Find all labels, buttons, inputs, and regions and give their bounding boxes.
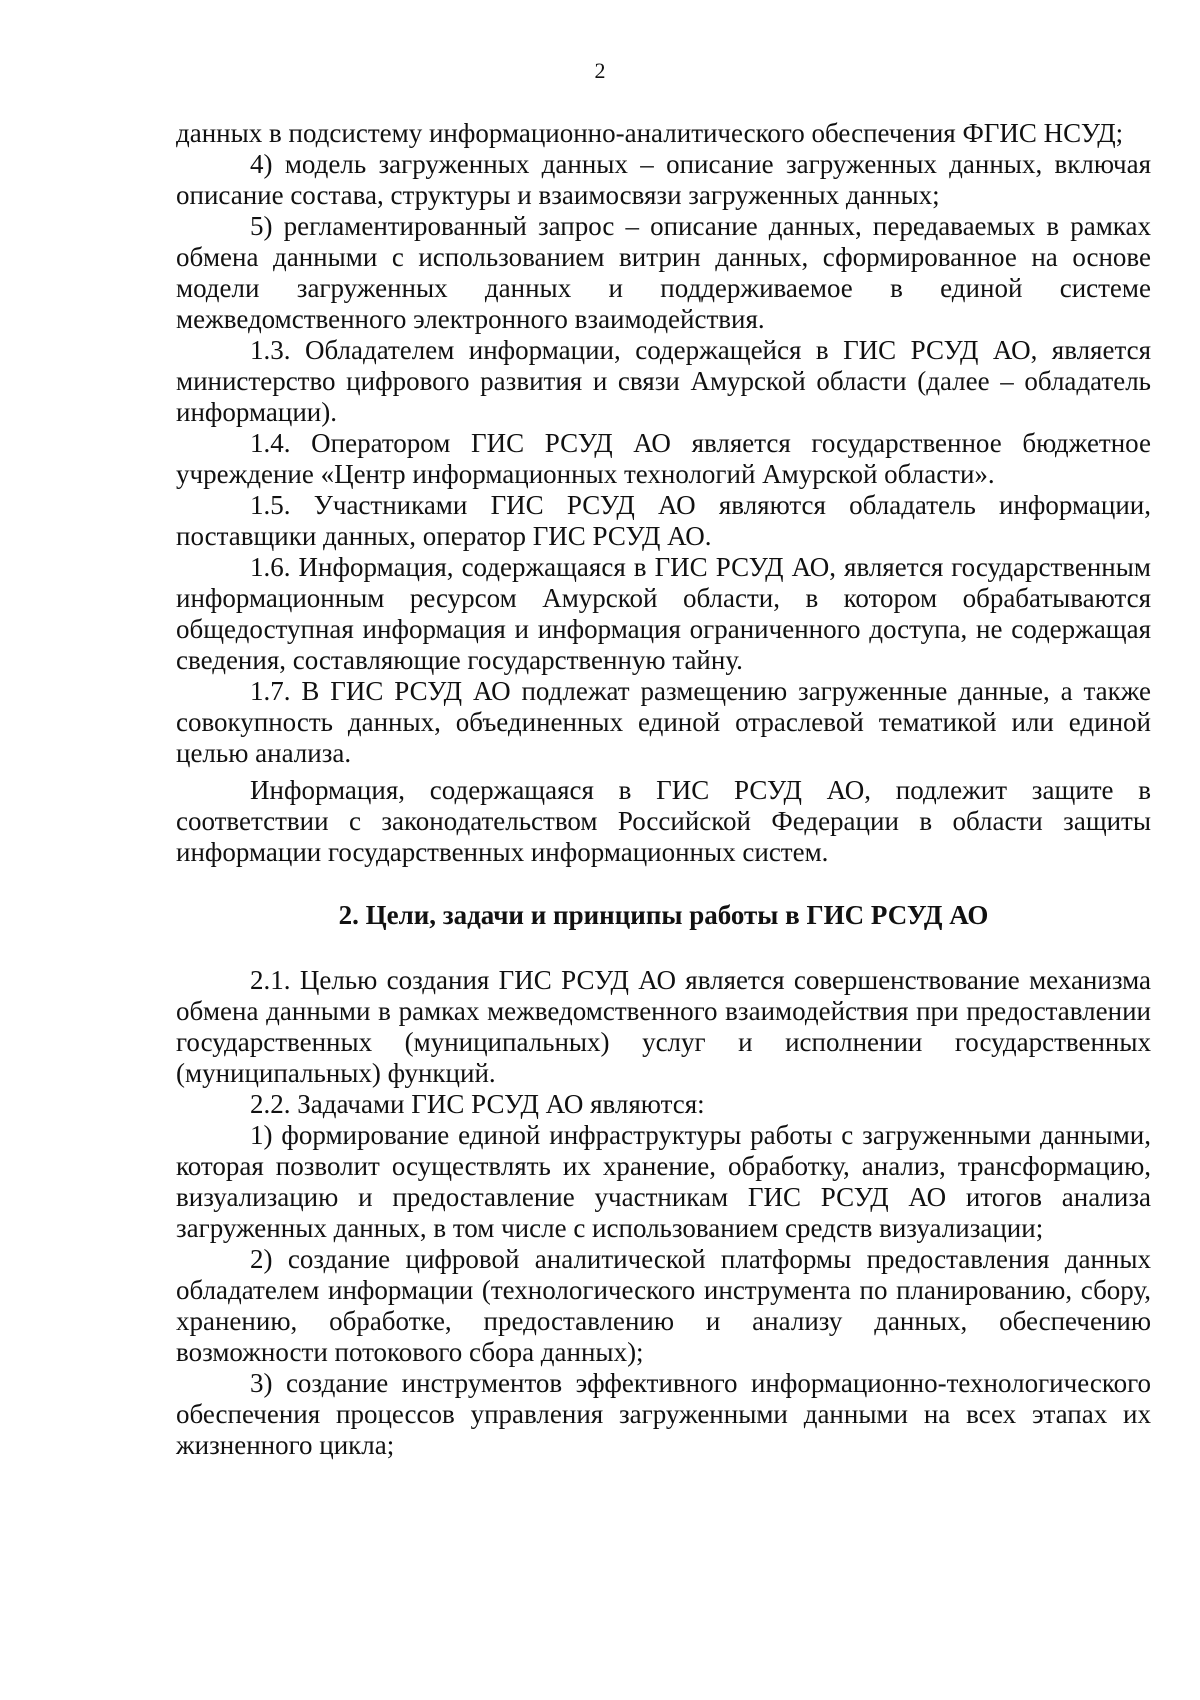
paragraph-1-4: 1.4. Оператором ГИС РСУД АО является государственное бюджетное учреждение «Центр информационных технологий Амурской области». [176,428,1151,489]
section-heading: 2. Цели, задачи и принципы работы в ГИС РСУД АО [338,900,989,930]
paragraph-task-1: 1) формирование единой инфраструктуры работы с загруженными данными, которая позволит осуществлять их хранение, обработку, анализ, трансформацию, визуализацию и предоставление участникам ГИС РСУД АО итогов анализа загруженных данных, в том числе с использованием средств визуализации; [176,1120,1151,1243]
paragraph-1-7: 1.7. В ГИС РСУД АО подлежат размещению загруженные данные, а также совокупность данных, объединенных единой отраслевой тематикой или единой целью анализа. [176,676,1151,768]
paragraph-1-5: 1.5. Участниками ГИС РСУД АО являются обладатель информации, поставщики данных, оператор ГИС РСУД АО. [176,490,1151,551]
document-body [176,118,1151,1461]
paragraph-1-6: 1.6. Информация, содержащаяся в ГИС РСУД АО, является государственным информационным ресурсом Амурской области, в котором обрабатываются общедоступная информация и информация ограниченного доступа, не содержащая сведения, составляющие государственную тайну. [176,552,1151,675]
paragraph-1-3: 1.3. Обладателем информации, содержащейся в ГИС РСУД АО, является министерство цифрового развития и связи Амурской области (далее – обладатель информации). [176,335,1151,427]
paragraph-item-5-request: 5) регламентированный запрос – описание данных, передаваемых в рамках обмена данными с использованием витрин данных, сформированное на основе модели загруженных данных и поддерживаемое в единой системе межведомственного электронного взаимодействия. [176,211,1151,334]
page-number: 2 [594,58,606,83]
paragraph-task-3: 3) создание инструментов эффективного информационно-технологического обеспечения процессов управления загруженными данными на всех этапах их жизненного цикла; [176,1368,1151,1460]
paragraph-protection: Информация, содержащаяся в ГИС РСУД АО, подлежит защите в соответствии с законодательством Российской Федерации в области защиты информации государственных информационных систем. [176,775,1151,867]
paragraph-task-2: 2) создание цифровой аналитической платформы предоставления данных обладателем информации (технологического инструмента по планированию, сбору, хранению, обработке, предоставлению и анализу данных, обеспечению возможности потокового сбора данных); [176,1244,1151,1367]
paragraph-2-1: 2.1. Целью создания ГИС РСУД АО является совершенствование механизма обмена данными в рамках межведомственного взаимодействия при предоставлении государственных (муниципальных) услуг и исполнении государственных (муниципальных) функций. [176,965,1151,1088]
paragraph-continuation: данных в подсистему информационно-аналитического обеспечения ФГИС НСУД; [176,118,1124,148]
paragraph-2-2: 2.2. Задачами ГИС РСУД АО являются: [250,1089,705,1119]
paragraph-item-4-model: 4) модель загруженных данных – описание загруженных данных, включая описание состава, структуры и взаимосвязи загруженных данных; [176,149,1151,210]
